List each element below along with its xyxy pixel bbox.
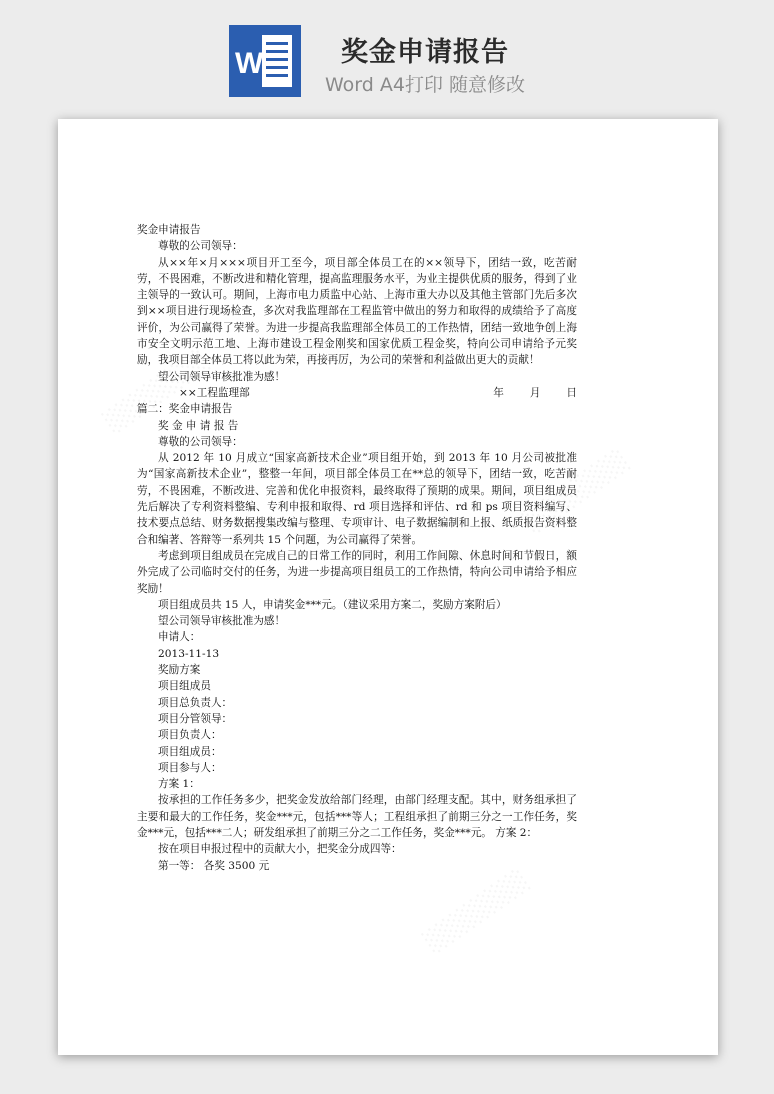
paragraph: 项目总负责人： [158,696,233,709]
paragraph: 从××年×月×××项目开工至今，项目部全体员工在的××领导下，团结一致，吃苦耐劳，不畏困难，不断改进和精化管理，提高监理服务水平，为业主提供优质的服务，得到了业主领导的一致认可。期间，上海市电力质监中心站、上海市重大办以及其他主管部门先后多次到××项目进行现场检查，多次对我监理部在工程监管中做出的努力和取得的成绩给予了高度评价，为公司赢得了荣誉。为进一步提高我监理部全体员工的工作热情，团结一致地争创上海市安全文明示范工地、上海市建设工程金刚奖和国家优质工程金奖，特向公司申请给予元奖励，我项目部全体员工将以此为荣，再接再厉，为公司的荣誉和利益做出更大的贡献！ [137,256,577,367]
paragraph: 2013-11-13 [158,647,220,660]
paragraph: 项目组成员共 15 人，申请奖金***元。（建议采用方案二，奖励方案附后） [158,598,507,611]
word-icon-letter: W [235,47,264,80]
paragraph: 从 2012 年 10 月成立“国家高新技术企业”项目组开始，到 2013 年 10 月公司被批准为“国家高新技术企业”，整整一年间，项目部全体员工在**总的领导下，团结一致，吃苦耐劳，不畏困难，不断改进、完善和优化申报资料，最终取得了预期的成果。期间，项目组成员先后解决了专利资料整编、专利申报和取得、rd 项目选择和评估、rd 和 ps 项目资料编写、技术要点总结、财务数据搜集改编与整理、专项审计、电子数据编制和上报、纸质报告资料整合和编著、答辩等一系列共 15 个问题，为公司赢得了荣誉。 [137,452,577,546]
paragraph: 方案 1： [158,778,200,791]
paragraph: 篇二：奖金申请报告 [137,403,233,416]
paragraph: 考虑到项目组成员在完成自己的日常工作的同时，利用工作间隙、休息时间和节假日，额外完成了公司临时交付的任务，为进一步提高项目组员工的工作热情，特向公司申请给予相应奖励！ [137,549,577,595]
watermark [422,867,533,955]
page-title: 奖金申请报告 [341,37,509,68]
paragraph: 项目参与人： [158,761,222,774]
paragraph: 项目组成员： [158,745,222,758]
paragraph: 项目负责人： [158,729,222,742]
paragraph: 第一等： 各奖 3500 元 [158,859,270,872]
paragraph: 望公司领导审核批准为感！ [158,370,286,383]
signature-org: ××工程监理部 [179,386,250,399]
paragraph: 奖励方案 [158,664,201,677]
word-document-icon [229,25,301,97]
page-subtitle: Word A4打印 随意修改 [324,74,525,96]
paragraph: 尊敬的公司领导： [158,240,243,253]
paragraph: 尊敬的公司领导： [158,435,243,448]
date-year: 年 [493,386,504,399]
paragraph: 按在项目申报过程中的贡献大小，把奖金分成四等： [158,843,402,856]
date-month: 月 [529,386,541,399]
signature-date [472,385,577,401]
paragraph: 项目组成员 [158,680,211,693]
paragraph: 申请人： [158,631,201,644]
document-body [137,222,577,874]
date-day: 日 [566,386,577,399]
paragraph: 按承担的工作任务多少，把奖金发放给部门经理，由部门经理支配。其中，财务组承担了主要和最大的工作任务，奖金***元，包括***等人；工程组承担了前期三分之一工作任务，奖金***元，包括***二人；研发组承担了前期三分之二工作任务，奖金***元。 方案 2： [137,794,577,839]
paragraph: 奖 金 申 请 报 告 [158,419,239,432]
paragraph: 项目分管领导： [158,712,233,725]
signature-line [137,385,577,401]
header [0,0,774,110]
paragraph: 奖金申请报告 [137,224,201,236]
paragraph: 望公司领导审核批准为感！ [158,615,286,628]
